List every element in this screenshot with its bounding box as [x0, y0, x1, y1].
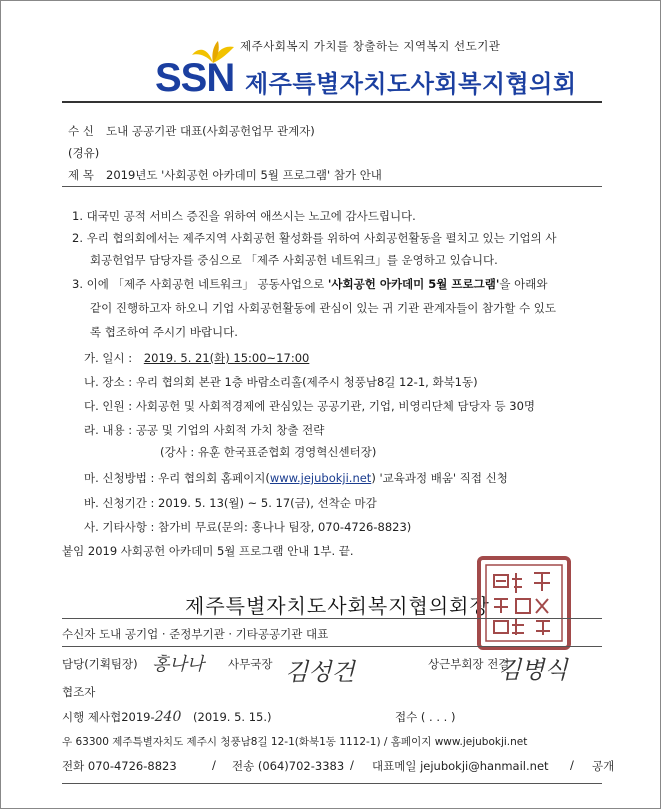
address: 우 63300 제주특별자치도 제주시 청풍남8길 12-1(화북1동 1112-1) / 홈페이지 www.jejubokji.net: [62, 736, 528, 748]
cooperator: 협조자: [62, 685, 96, 699]
attachment: 붙임 2019 사회공헌 아카데미 5월 프로그램 안내 1부. 끝.: [62, 544, 354, 558]
paragraph-1: 1. 대국민 공적 서비스 증진을 위하여 애쓰시는 노고에 감사드립니다.: [72, 209, 416, 223]
slogan: 제주사회복지 가치를 창출하는 지역복지 선도기관: [240, 39, 501, 53]
sender-divider: [62, 618, 602, 619]
paragraph-3-line-2: 같이 진행하고자 하오니 기업 사회공헌활동에 관심이 있는 귀 기관 관계자들이 참가할 수 있도: [90, 301, 557, 315]
receivers-divider: [62, 646, 602, 647]
item-apply-suffix: ) '교육과정 배움' 직접 신청: [371, 471, 508, 485]
item-date-value: 2019. 5. 21(화) 15:00~17:00: [143, 351, 310, 365]
vice-signature: 김병식: [498, 656, 568, 684]
subject-label: 제 목: [68, 168, 94, 182]
paragraph-2-line-2: 회공헌업무 담당자를 중심으로 「제주 사회공헌 네트워크」를 운영하고 있습니다.: [90, 253, 498, 267]
homepage-link[interactable]: www.jejubokji.net: [269, 471, 372, 485]
ssn-logo: SSN: [155, 56, 235, 100]
item-people: 다. 인원 : 사회공헌 및 사회적경제에 관심있는 공공기관, 기업, 비영리단체 담당자 등 30명: [84, 399, 536, 413]
item-date: [84, 350, 309, 366]
execution-number: 240: [154, 709, 182, 725]
phone: 전화 070-4726-8823: [62, 759, 177, 773]
recipient: 도내 공공기관 대표(사회공헌업무 관계자): [106, 124, 315, 138]
program-name: '사회공헌 아카데미 5월 프로그램': [327, 277, 500, 291]
separator-2: /: [350, 758, 354, 772]
sender: 제주특별자치도사회복지협의회장: [185, 594, 490, 618]
execution-date: (2019. 5. 15.): [193, 710, 272, 724]
item-etc: 사. 기타사항 : 참가비 무료(문의: 홍나나 팀장, 070-4726-8823): [84, 520, 412, 534]
email: 대표메일 jejubokji@hanmail.net: [372, 759, 549, 773]
separator-1: /: [212, 758, 216, 772]
paragraph-3-line-1: [72, 276, 547, 292]
item-place: 나. 장소 : 우리 협의회 본관 1층 바람소리홀(제주시 청풍남8길 12-1, 화북1동): [84, 375, 478, 389]
drafter-label: 담당(기획팀장): [62, 657, 138, 671]
item-date-label: 가. 일시 :: [84, 351, 133, 365]
item-apply: [84, 470, 508, 486]
subject: 2019년도 '사회공헌 아카데미 5월 프로그램' 참가 안내: [106, 168, 382, 182]
item-period: 바. 신청기간 : 2019. 5. 13(월) ~ 5. 17(금), 선착순 마감: [84, 496, 377, 510]
item-apply-label: 마. 신청방법 : 우리 협의회 홈페이지(: [84, 471, 270, 485]
official-seal-icon: [476, 555, 572, 651]
fax: 전송 (064)702-3383: [232, 759, 345, 773]
separator-3: /: [570, 758, 574, 772]
receivers: 수신자 도내 공기업 · 준정부기관 · 기타공공기관 대표: [62, 627, 329, 641]
secretary-signature: 김성건: [285, 658, 355, 686]
paragraph-3-part-c: 을 아래와: [499, 277, 548, 291]
org-name: 제주특별자치도사회복지협의회: [245, 70, 577, 98]
item-lecturer: (강사 : 유훈 한국표준협회 경영혁신센터장): [160, 445, 377, 459]
execution-label: 시행 제사협2019-: [62, 710, 155, 724]
paragraph-3-line-3: 록 협조하여 주시기 바랍니다.: [90, 325, 238, 339]
footer-divider: [62, 783, 602, 784]
recipient-label: 수 신: [68, 124, 94, 138]
via: (경유): [68, 146, 100, 160]
vice-label: 상근부회장 전결: [428, 657, 510, 671]
paragraph-2-line-1: 2. 우리 협의회에서는 제주지역 사회공헌 활성화를 위하여 사회공헌활동을 펼치고 있는 기업의 사: [72, 231, 557, 245]
execution: [62, 709, 271, 725]
receipt: 접수 ( . . . ): [395, 710, 456, 724]
paragraph-3-part-a: 3. 이에 「제주 사회공헌 네트워크」 공동사업으로: [72, 277, 325, 291]
header-divider: [62, 101, 602, 103]
secretary-label: 사무국장: [228, 657, 273, 671]
public-status: 공개: [592, 759, 615, 773]
item-content: 라. 내용 : 공공 및 기업의 사회적 가치 창출 전략: [84, 423, 325, 437]
drafter-signature: 홍나나: [152, 654, 205, 675]
subject-divider: [62, 186, 602, 187]
